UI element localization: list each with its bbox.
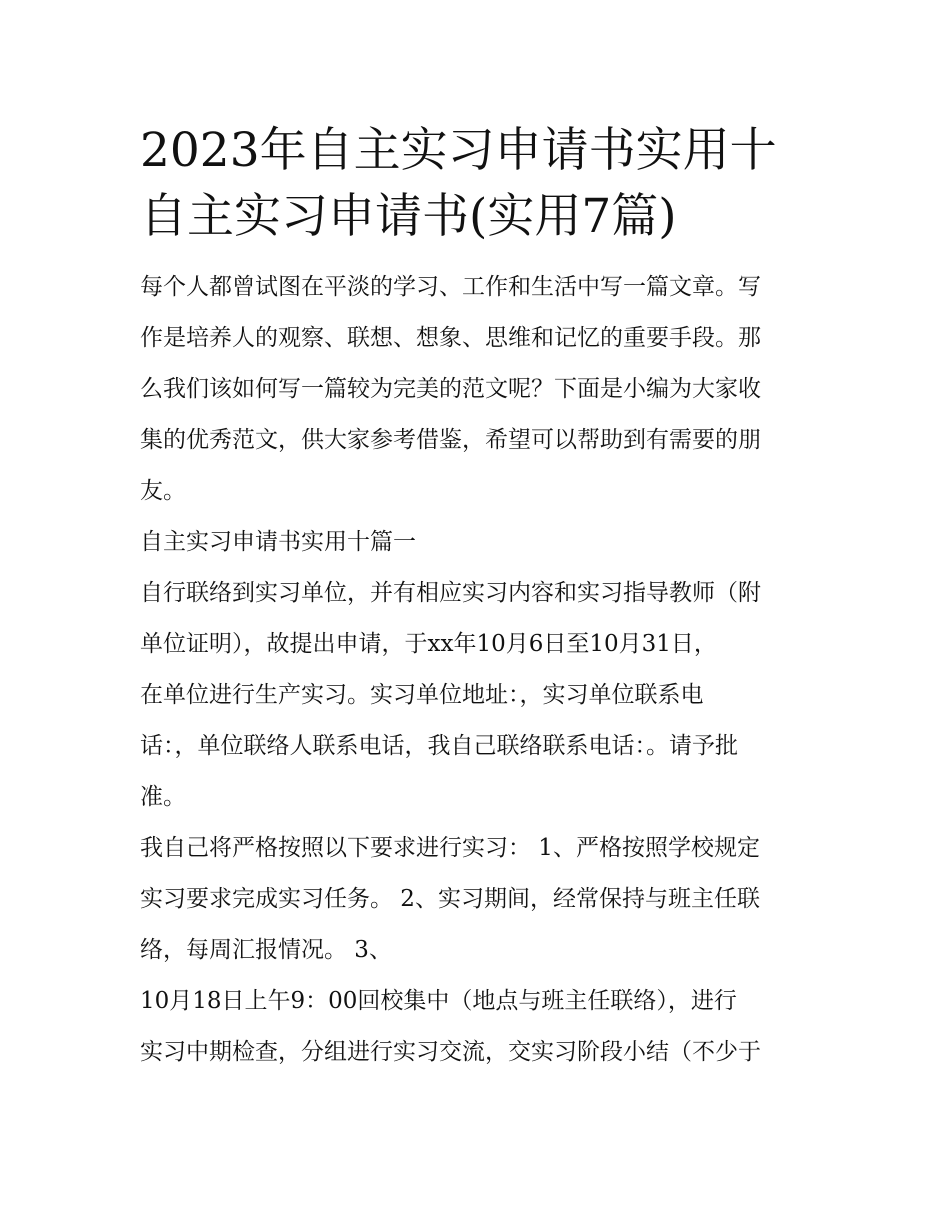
section-heading	[140, 517, 812, 568]
document-title	[140, 118, 812, 250]
requirements-paragraph	[140, 823, 812, 976]
document-body	[140, 262, 812, 1078]
intro-paragraph	[140, 262, 812, 517]
text-line: 自行联络到实习单位，并有相应实习内容和实习指导教师（附	[140, 580, 761, 606]
text-line: 自主实习申请书实用十篇一	[140, 529, 416, 555]
text-line: 每个人都曾试图在平淡的学习、工作和生活中写一篇文章。写	[140, 274, 761, 300]
text-line: 准。	[140, 784, 186, 810]
text-line: 在单位进行生产实习。实习单位地址：，实习单位联系电	[140, 682, 704, 708]
text-line: 友。	[140, 478, 186, 504]
title-line: 2023年自主实习申请书实用十	[140, 123, 777, 178]
text-line: 单位证明），故提出申请，于xx年10月6日至10月31日，	[140, 631, 717, 657]
title-line: 自主实习申请书(实用7篇)	[140, 189, 677, 244]
text-line: 实习中期检查，分组进行实习交流，交实习阶段小结（不少于	[140, 1039, 761, 1065]
text-line: 么我们该如何写一篇较为完美的范文呢？下面是小编为大家收	[140, 376, 761, 402]
text-line: 作是培养人的观察、联想、想象、思维和记忆的重要手段。那	[140, 325, 761, 351]
text-line: 集的优秀范文，供大家参考借鉴，希望可以帮助到有需要的朋	[140, 427, 761, 453]
document-content	[140, 118, 812, 1078]
text-line: 10月18日上午9：00回校集中（地点与班主任联络），进行	[140, 988, 737, 1014]
text-line: 实习要求完成实习任务。 2、实习期间，经常保持与班主任联	[140, 886, 760, 912]
text-line: 络，每周汇报情况。 3、	[140, 937, 392, 963]
schedule-paragraph	[140, 976, 812, 1078]
text-line: 我自己将严格按照以下要求进行实习： 1、严格按照学校规定	[140, 835, 760, 861]
application-paragraph	[140, 568, 812, 823]
text-line: 话：，单位联络人联系电话，我自己联络联系电话：。请予批	[140, 733, 738, 759]
